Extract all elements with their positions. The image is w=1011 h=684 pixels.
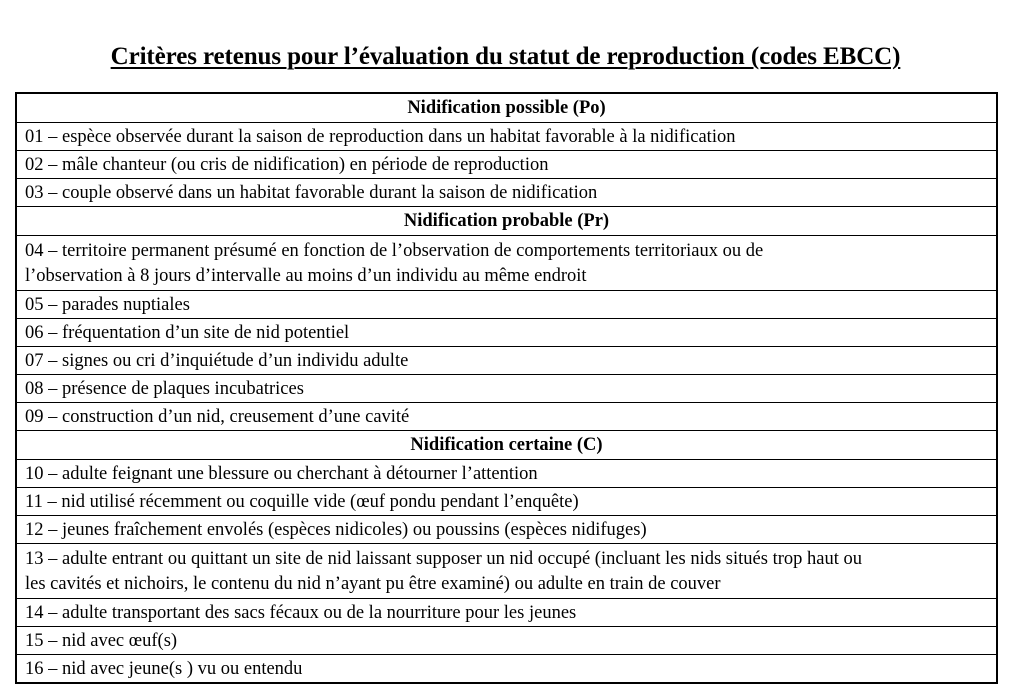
table-row (16, 488, 997, 516)
table-row (16, 151, 997, 179)
criterion-15: 15 – nid avec œuf(s) (16, 627, 997, 655)
section-header-row (16, 93, 997, 123)
criterion-13-line-1: 13 – adulte entrant ou quittant un site de nid laissant supposer un nid occupé (incluant les nids situés trop haut ou (25, 548, 862, 569)
criterion-07: 07 – signes ou cri d’inquiétude d’un individu adulte (16, 347, 997, 375)
criterion-14: 14 – adulte transportant des sacs fécaux ou de la nourriture pour les jeunes (16, 599, 997, 627)
criterion-05: 05 – parades nuptiales (16, 291, 997, 319)
breeding-criteria-table (15, 92, 998, 684)
table-row (16, 123, 997, 151)
section-header-probable: Nidification probable (Pr) (16, 207, 997, 236)
criterion-09: 09 – construction d’un nid, creusement d’une cavité (16, 403, 997, 431)
criterion-11: 11 – nid utilisé récemment ou coquille vide (œuf pondu pendant l’enquête) (16, 488, 997, 516)
table-row (16, 516, 997, 544)
criterion-04 (16, 236, 997, 291)
criterion-12: 12 – jeunes fraîchement envolés (espèces nidicoles) ou poussins (espèces nidifuges) (16, 516, 997, 544)
table-row (16, 236, 997, 291)
criterion-02: 02 – mâle chanteur (ou cris de nidification) en période de reproduction (16, 151, 997, 179)
criterion-13-line-2: les cavités et nichoirs, le contenu du nid n’ayant pu être examiné) ou adulte en train de couver (25, 573, 721, 594)
criterion-04-line-1: 04 – territoire permanent présumé en fonction de l’observation de comportements territoriaux ou de (25, 240, 764, 261)
page-title-text: Critères retenus pour l’évaluation du statut de reproduction (codes EBCC) (110, 42, 901, 70)
table-row (16, 403, 997, 431)
table-row (16, 544, 997, 599)
section-header-possible: Nidification possible (Po) (16, 93, 997, 123)
section-header-row (16, 431, 997, 460)
criterion-06: 06 – fréquentation d’un site de nid potentiel (16, 319, 997, 347)
criterion-03: 03 – couple observé dans un habitat favorable durant la saison de nidification (16, 179, 997, 207)
table-row (16, 319, 997, 347)
criterion-13 (16, 544, 997, 599)
section-header-certaine: Nidification certaine (C) (16, 431, 997, 460)
criterion-08: 08 – présence de plaques incubatrices (16, 375, 997, 403)
section-header-row (16, 207, 997, 236)
criterion-10: 10 – adulte feignant une blessure ou cherchant à détourner l’attention (16, 460, 997, 488)
table-row (16, 460, 997, 488)
table-row (16, 179, 997, 207)
criterion-01: 01 – espèce observée durant la saison de reproduction dans un habitat favorable à la nidification (16, 123, 997, 151)
table-row (16, 375, 997, 403)
criterion-04-line-2: l’observation à 8 jours d’intervalle au moins d’un individu au même endroit (25, 265, 587, 286)
table-row (16, 347, 997, 375)
table-row (16, 627, 997, 655)
table-row (16, 291, 997, 319)
table-row (16, 599, 997, 627)
page-title (0, 43, 1011, 72)
criterion-16: 16 – nid avec jeune(s ) vu ou entendu (16, 655, 997, 684)
